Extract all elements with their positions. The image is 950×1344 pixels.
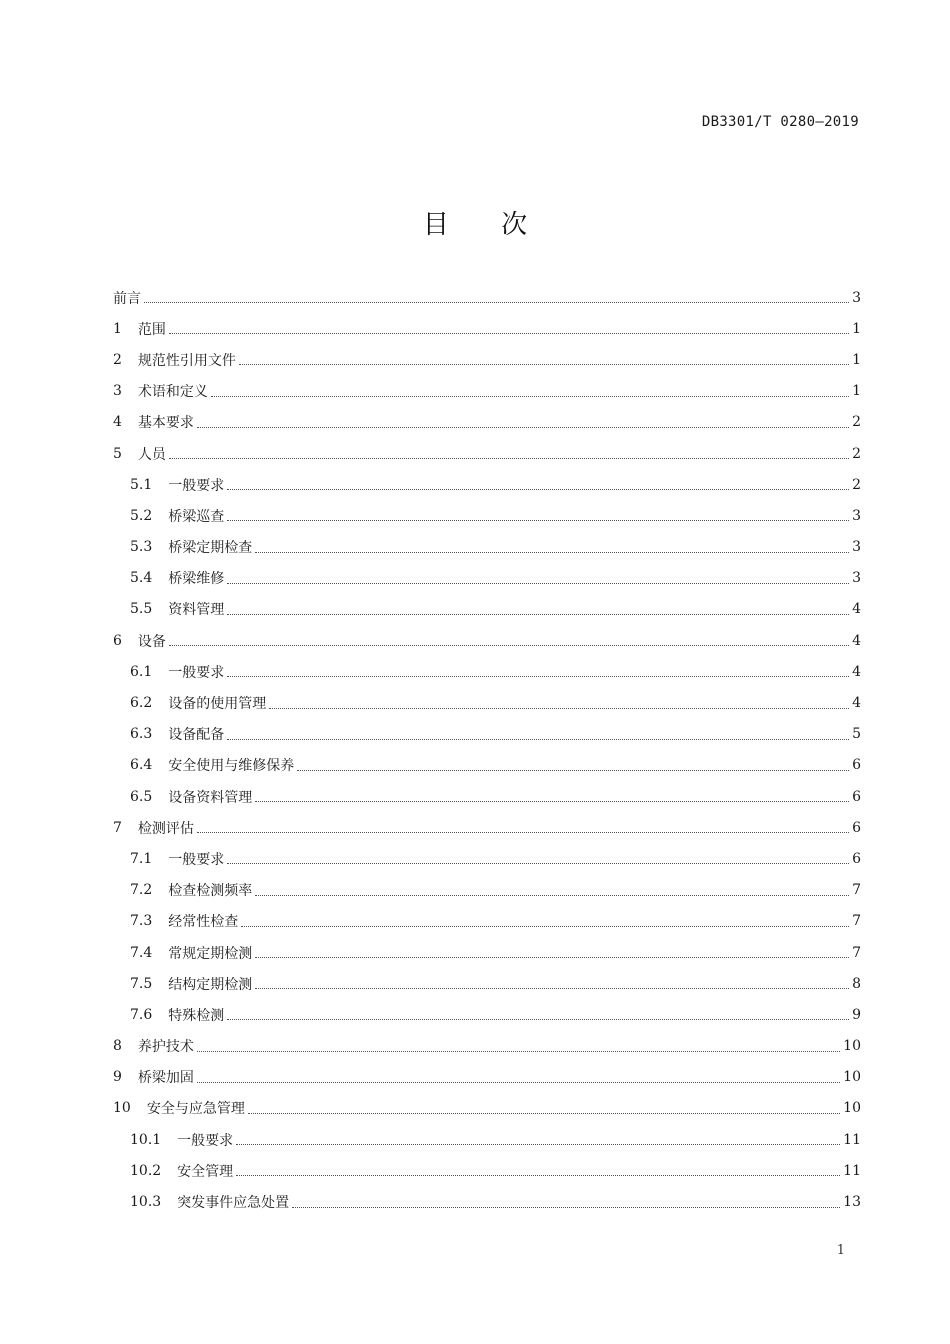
toc-entry-title: 经常性检查 <box>168 914 239 931</box>
document-code: DB3301/T 0280—2019 <box>701 114 859 130</box>
toc-entry-page: 13 <box>843 1194 861 1211</box>
toc-entry-page: 5 <box>852 726 861 743</box>
dot-leader <box>197 832 849 833</box>
toc-entry-page: 6 <box>852 757 861 774</box>
toc-entry-title: 桥梁加固 <box>137 1070 194 1087</box>
toc-entry-title: 资料管理 <box>168 602 225 619</box>
toc-entry-number: 5.4 <box>130 570 153 587</box>
dot-leader <box>269 708 849 709</box>
dot-leader <box>239 364 849 365</box>
page-number: 1 <box>836 1243 845 1258</box>
toc-entry-number: 6.1 <box>130 663 153 680</box>
dot-leader <box>255 895 849 896</box>
toc-entry-page: 1 <box>852 351 861 368</box>
toc-entry[interactable] <box>113 1093 861 1124</box>
toc-entry-number: 3 <box>113 383 122 400</box>
toc-entry-number: 7.4 <box>130 944 153 961</box>
toc-entry[interactable] <box>113 563 861 594</box>
toc-entry[interactable] <box>113 500 861 531</box>
toc-entry-number: 7.3 <box>130 913 153 930</box>
toc-entry-number: 7.1 <box>130 850 153 867</box>
toc-entry[interactable] <box>113 812 861 843</box>
toc-entry[interactable] <box>113 1186 861 1217</box>
toc-entry-number: 7.5 <box>130 975 153 992</box>
toc-entry-page: 8 <box>852 975 861 992</box>
toc-entry[interactable] <box>113 875 861 906</box>
toc-entry[interactable] <box>113 594 861 625</box>
toc-entry-number: 4 <box>113 414 122 431</box>
toc-entry-number: 10.3 <box>130 1194 162 1211</box>
toc-entry[interactable] <box>113 656 861 687</box>
dot-leader <box>297 770 849 771</box>
toc-entry-page: 6 <box>852 788 861 805</box>
toc-entry-number: 6.3 <box>130 726 153 743</box>
toc-entry-page: 10 <box>843 1069 861 1086</box>
toc-entry[interactable] <box>113 843 861 874</box>
toc-entry-page: 4 <box>852 632 861 649</box>
toc-entry[interactable] <box>113 937 861 968</box>
toc-entry-page: 3 <box>852 289 861 306</box>
toc-entry-title: 范围 <box>137 321 166 338</box>
toc-entry[interactable] <box>113 1155 861 1186</box>
toc-entry-title: 养护技术 <box>137 1039 194 1056</box>
toc-entry[interactable] <box>113 999 861 1030</box>
toc-entry[interactable] <box>113 532 861 563</box>
toc-entry-title: 设备配备 <box>168 727 225 744</box>
dot-leader <box>292 1207 840 1208</box>
toc-entry[interactable] <box>113 1124 861 1155</box>
page-title: 目 次 <box>422 210 550 240</box>
toc-entry-title: 安全管理 <box>177 1163 234 1180</box>
toc-entry-number: 6 <box>113 632 122 649</box>
toc-entry-page: 9 <box>852 1006 861 1023</box>
toc-entry[interactable] <box>113 344 861 375</box>
dot-leader <box>248 1113 840 1114</box>
toc-entry-page: 1 <box>852 383 861 400</box>
toc-entry-number: 8 <box>113 1038 122 1055</box>
toc-entry-title: 突发事件应急处置 <box>177 1195 290 1212</box>
toc-entry-title: 一般要求 <box>177 1132 234 1149</box>
toc-entry[interactable] <box>113 282 861 313</box>
toc-entry-page: 10 <box>843 1100 861 1117</box>
toc-entry-number: 1 <box>113 320 122 337</box>
toc-entry-page: 7 <box>852 944 861 961</box>
toc-entry-page: 3 <box>852 539 861 556</box>
toc-entry[interactable] <box>113 687 861 718</box>
table-of-contents <box>113 282 861 1218</box>
dot-leader <box>211 396 849 397</box>
toc-entry[interactable] <box>113 313 861 344</box>
toc-entry-title: 桥梁定期检查 <box>168 540 253 557</box>
toc-entry-page: 6 <box>852 819 861 836</box>
toc-entry-title: 设备资料管理 <box>168 789 253 806</box>
toc-entry-page: 11 <box>843 1162 861 1179</box>
dot-leader <box>227 1019 849 1020</box>
toc-entry[interactable] <box>113 906 861 937</box>
toc-entry-number: 6.5 <box>130 788 153 805</box>
toc-entry-page: 10 <box>843 1038 861 1055</box>
toc-entry-title: 前言 <box>113 290 141 307</box>
toc-entry-title: 常规定期检测 <box>168 945 253 962</box>
toc-entry-page: 3 <box>852 570 861 587</box>
dot-leader <box>169 645 849 646</box>
toc-entry-number: 6.2 <box>130 695 153 712</box>
toc-entry-number: 5.2 <box>130 507 153 524</box>
toc-entry[interactable] <box>113 750 861 781</box>
dot-leader <box>169 333 849 334</box>
toc-entry-number: 5 <box>113 445 122 462</box>
dot-leader <box>144 302 849 303</box>
toc-entry-page: 7 <box>852 913 861 930</box>
dot-leader <box>197 427 849 428</box>
toc-entry-page: 7 <box>852 882 861 899</box>
dot-leader <box>227 614 849 615</box>
toc-entry[interactable] <box>113 1031 861 1062</box>
toc-entry-title: 一般要求 <box>168 664 225 681</box>
toc-entry[interactable] <box>113 625 861 656</box>
toc-entry-title: 检查检测频率 <box>168 883 253 900</box>
toc-entry-number: 5.1 <box>130 476 153 493</box>
toc-entry-number: 7.2 <box>130 882 153 899</box>
dot-leader <box>227 583 849 584</box>
dot-leader <box>197 1051 840 1052</box>
toc-entry[interactable] <box>113 968 861 999</box>
toc-entry-title: 设备的使用管理 <box>168 696 267 713</box>
dot-leader <box>227 863 849 864</box>
toc-entry-number: 7 <box>113 819 122 836</box>
dot-leader <box>241 926 849 927</box>
toc-entry-title: 一般要求 <box>168 477 225 494</box>
toc-entry[interactable] <box>113 469 861 500</box>
toc-entry-title: 术语和定义 <box>137 384 208 401</box>
dot-leader <box>255 957 849 958</box>
dot-leader <box>236 1144 840 1145</box>
toc-entry-number: 5.5 <box>130 601 153 618</box>
toc-entry-number: 10.1 <box>130 1131 162 1148</box>
toc-entry-title: 检测评估 <box>137 820 194 837</box>
toc-entry-page: 4 <box>852 663 861 680</box>
dot-leader <box>227 739 849 740</box>
toc-entry-title: 桥梁巡查 <box>168 508 225 525</box>
toc-entry-number: 6.4 <box>130 757 153 774</box>
toc-entry-title: 桥梁维修 <box>168 571 225 588</box>
dot-leader <box>227 520 849 521</box>
dot-leader <box>255 988 849 989</box>
toc-entry-page: 11 <box>843 1131 861 1148</box>
toc-entry-title: 安全与应急管理 <box>146 1101 245 1118</box>
toc-entry[interactable] <box>113 438 861 469</box>
toc-entry-title: 设备 <box>137 633 166 650</box>
toc-entry-number: 10 <box>113 1100 131 1117</box>
dot-leader <box>227 489 849 490</box>
toc-entry-number: 7.6 <box>130 1006 153 1023</box>
dot-leader <box>197 1082 840 1083</box>
toc-entry[interactable] <box>113 1062 861 1093</box>
toc-entry-title: 规范性引用文件 <box>137 352 236 369</box>
toc-entry-number: 2 <box>113 351 122 368</box>
toc-entry[interactable] <box>113 719 861 750</box>
toc-entry-number: 10.2 <box>130 1162 162 1179</box>
toc-entry-page: 4 <box>852 695 861 712</box>
toc-entry[interactable] <box>113 407 861 438</box>
dot-leader <box>227 676 849 677</box>
toc-entry-title: 结构定期检测 <box>168 976 253 993</box>
toc-entry[interactable] <box>113 781 861 812</box>
toc-entry-number: 5.3 <box>130 539 153 556</box>
toc-entry-title: 特殊检测 <box>168 1007 225 1024</box>
toc-entry-page: 2 <box>852 476 861 493</box>
toc-entry-title: 一般要求 <box>168 851 225 868</box>
toc-entry[interactable] <box>113 376 861 407</box>
toc-entry-page: 6 <box>852 850 861 867</box>
toc-entry-page: 3 <box>852 507 861 524</box>
toc-entry-title: 安全使用与维修保养 <box>168 758 295 775</box>
toc-entry-page: 2 <box>852 414 861 431</box>
dot-leader <box>255 801 849 802</box>
dot-leader <box>169 458 849 459</box>
toc-entry-page: 2 <box>852 445 861 462</box>
toc-entry-number: 9 <box>113 1069 122 1086</box>
toc-entry-page: 1 <box>852 320 861 337</box>
toc-entry-title: 人员 <box>137 446 166 463</box>
toc-entry-title: 基本要求 <box>137 415 194 432</box>
dot-leader <box>236 1175 840 1176</box>
dot-leader <box>255 552 849 553</box>
toc-entry-page: 4 <box>852 601 861 618</box>
